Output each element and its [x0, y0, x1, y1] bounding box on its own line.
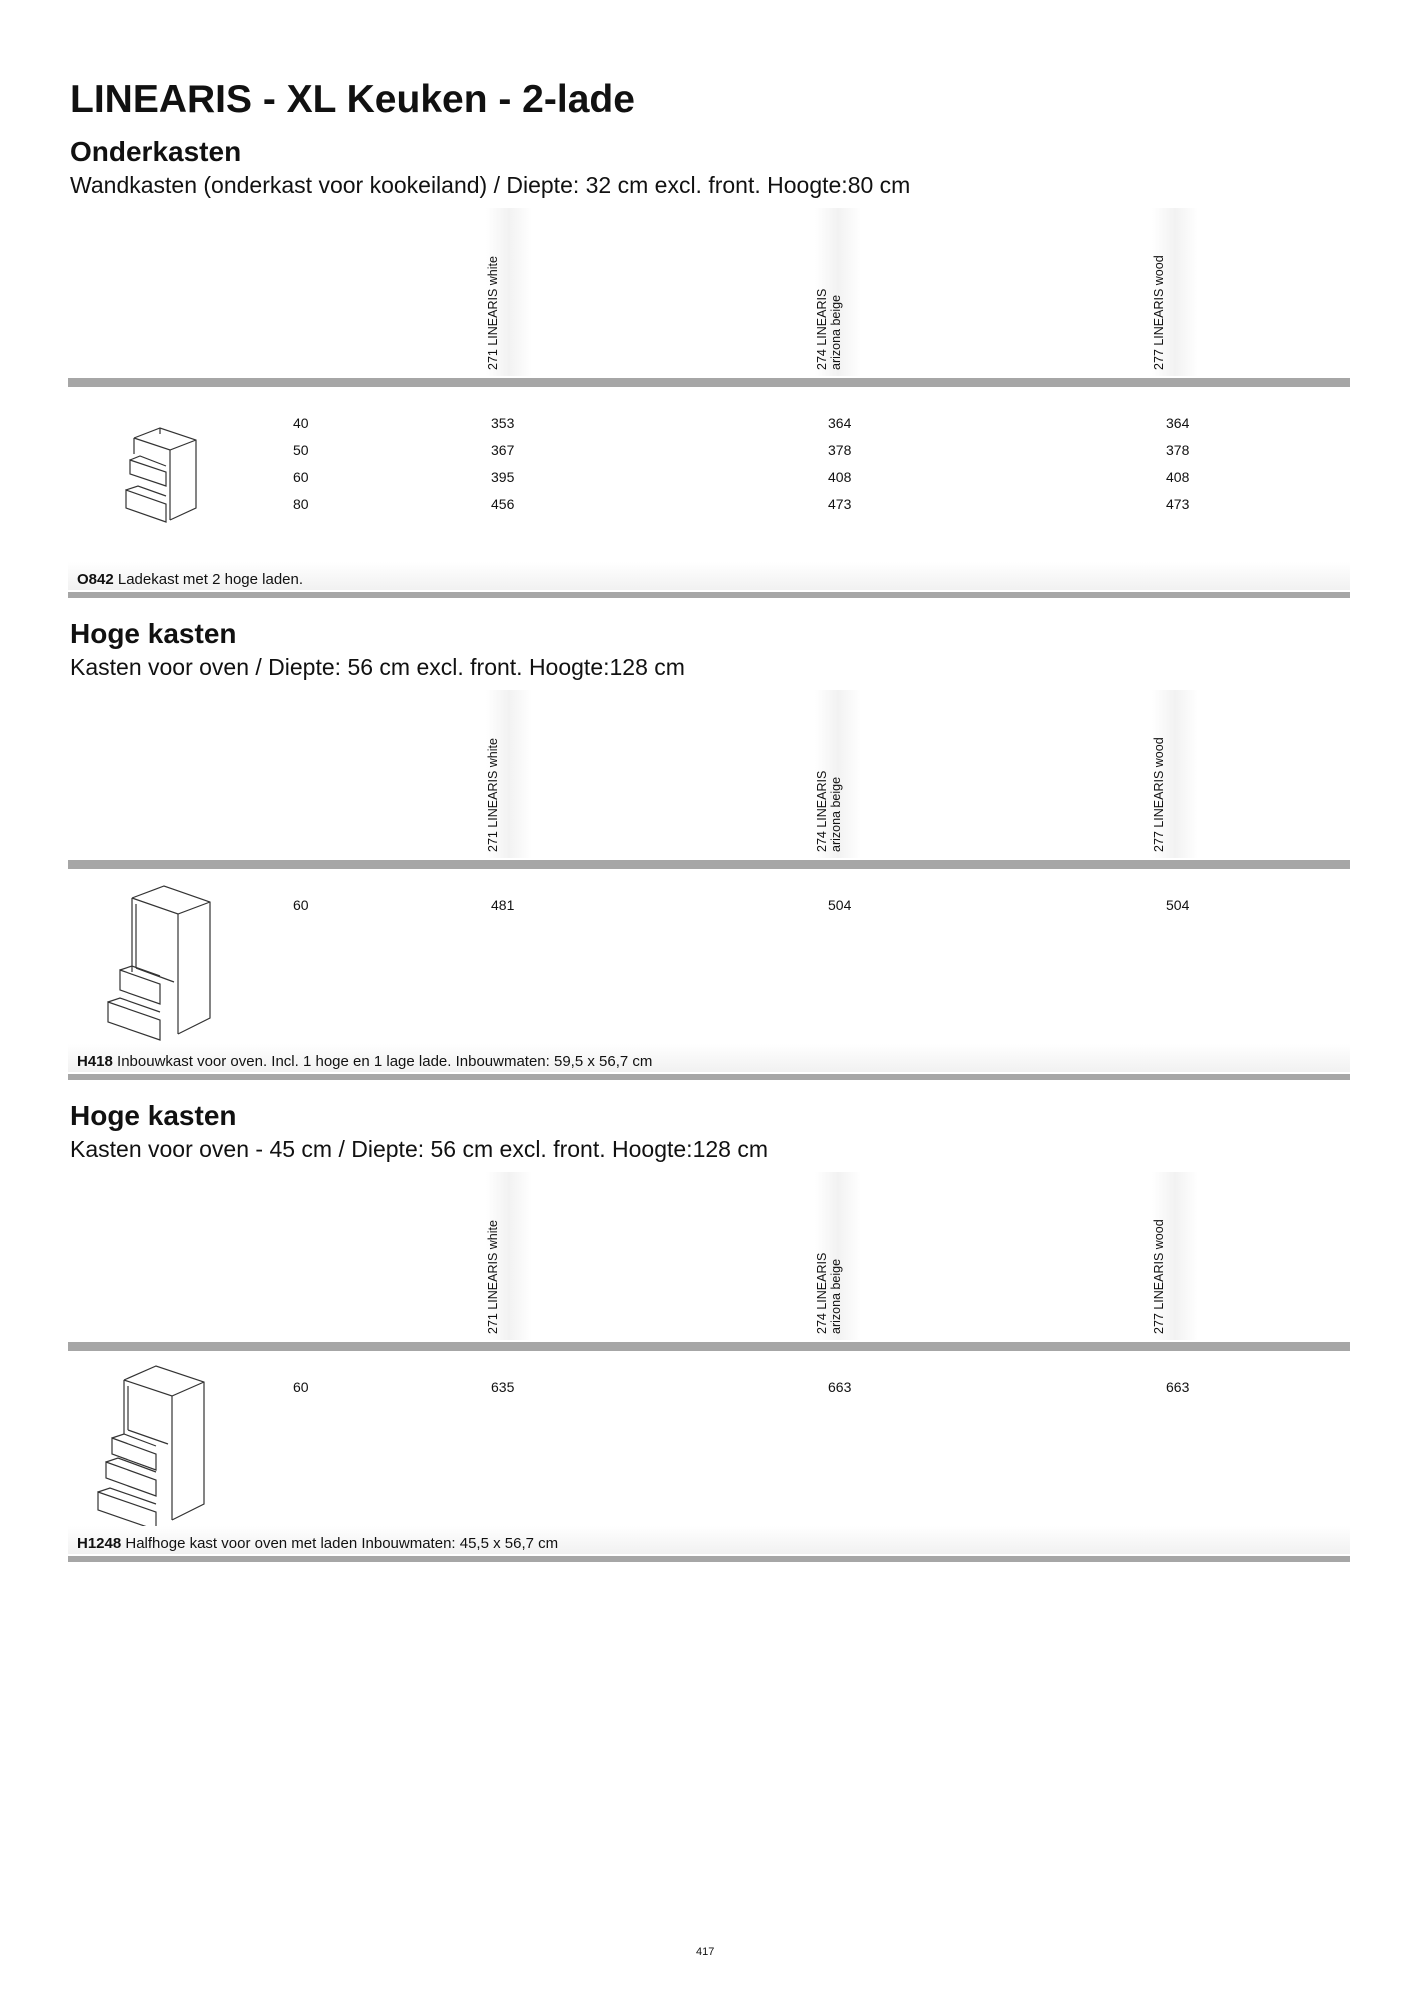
header-divider [68, 860, 1350, 869]
section-title: Hoge kasten [70, 1100, 237, 1131]
section-subtitle: Kasten voor oven / Diepte: 56 cm excl. front. Hoogte:128 cm [70, 654, 685, 680]
column-header-line: 274 LINEARIS [815, 288, 829, 370]
column-header-277 [1152, 690, 1198, 858]
product-code: H418 [77, 1053, 113, 1070]
width-cell: 60 [293, 469, 309, 485]
product-description [77, 1054, 652, 1069]
price-cell: 635 [491, 1379, 515, 1395]
column-header-line: arizona beige [829, 776, 843, 852]
column-header-line: 271 LINEARIS white [486, 1220, 500, 1334]
price-cell: 504 [1166, 897, 1190, 913]
description-box [68, 1044, 1350, 1072]
column-header-line: arizona beige [829, 294, 843, 370]
column-header-line: 274 LINEARIS [815, 1252, 829, 1334]
description-text: Ladekast met 2 hoge laden. [117, 571, 304, 588]
price-cell: 395 [491, 469, 515, 485]
price-cell: 364 [828, 415, 852, 431]
width-cell: 40 [293, 415, 309, 431]
column-header-line: 274 LINEARIS [815, 770, 829, 852]
column-header-274 [815, 1172, 861, 1340]
column-header-line: 271 LINEARIS white [486, 738, 500, 852]
column-header-271 [486, 208, 532, 376]
product-code: H1248 [77, 1535, 122, 1552]
column-header-274 [815, 690, 861, 858]
price-cell: 408 [828, 469, 852, 485]
price-cell: 367 [491, 442, 515, 458]
product-description [77, 1536, 558, 1551]
description-box [68, 1526, 1350, 1554]
product-description [77, 572, 303, 587]
column-header-line: arizona beige [829, 1258, 843, 1334]
column-header-271 [486, 690, 532, 858]
price-cell: 378 [828, 442, 852, 458]
column-header-line: 271 LINEARIS white [486, 256, 500, 370]
section-title: Onderkasten [70, 136, 242, 167]
price-cell: 504 [828, 897, 852, 913]
width-cell: 50 [293, 442, 309, 458]
half-tall-oven-cabinet-icon [96, 1364, 206, 1532]
price-cell: 663 [828, 1379, 852, 1395]
page-number: 417 [696, 1946, 715, 1958]
column-header-271 [486, 1172, 532, 1340]
column-header-line: 277 LINEARIS wood [1152, 737, 1166, 852]
width-cell: 60 [293, 1379, 309, 1395]
column-header-274 [815, 208, 861, 376]
price-cell: 353 [491, 415, 515, 431]
drawer-cabinet-icon [120, 426, 200, 524]
width-cell: 80 [293, 496, 309, 512]
product-code: O842 [77, 571, 114, 588]
footer-divider [68, 1556, 1350, 1562]
description-text: Halfhoge kast voor oven met laden Inbouwmaten: 45,5 x 56,7 cm [125, 1535, 559, 1552]
column-header-line: 277 LINEARIS wood [1152, 255, 1166, 370]
price-cell: 663 [1166, 1379, 1190, 1395]
section-subtitle: Wandkasten (onderkast voor kookeiland) / Diepte: 32 cm excl. front. Hoogte:80 cm [70, 172, 911, 198]
column-header-277 [1152, 208, 1198, 376]
price-cell: 456 [491, 496, 515, 512]
width-cell: 60 [293, 897, 309, 913]
price-cell: 473 [1166, 496, 1190, 512]
section-title: Hoge kasten [70, 618, 237, 649]
price-cell: 408 [1166, 469, 1190, 485]
section-subtitle: Kasten voor oven - 45 cm / Diepte: 56 cm excl. front. Hoogte:128 cm [70, 1136, 768, 1162]
footer-divider [68, 1074, 1350, 1080]
oven-cabinet-icon [106, 884, 212, 1042]
price-cell: 473 [828, 496, 852, 512]
header-divider [68, 1342, 1350, 1351]
page-title: LINEARIS - XL Keuken - 2-lade [70, 78, 635, 121]
price-cell: 364 [1166, 415, 1190, 431]
description-box [68, 562, 1350, 590]
column-header-line: 277 LINEARIS wood [1152, 1219, 1166, 1334]
price-cell: 378 [1166, 442, 1190, 458]
description-text: Inbouwkast voor oven. Incl. 1 hoge en 1 lage lade. Inbouwmaten: 59,5 x 56,7 cm [117, 1053, 653, 1070]
price-cell: 481 [491, 897, 515, 913]
footer-divider [68, 592, 1350, 598]
header-divider [68, 378, 1350, 387]
column-header-277 [1152, 1172, 1198, 1340]
